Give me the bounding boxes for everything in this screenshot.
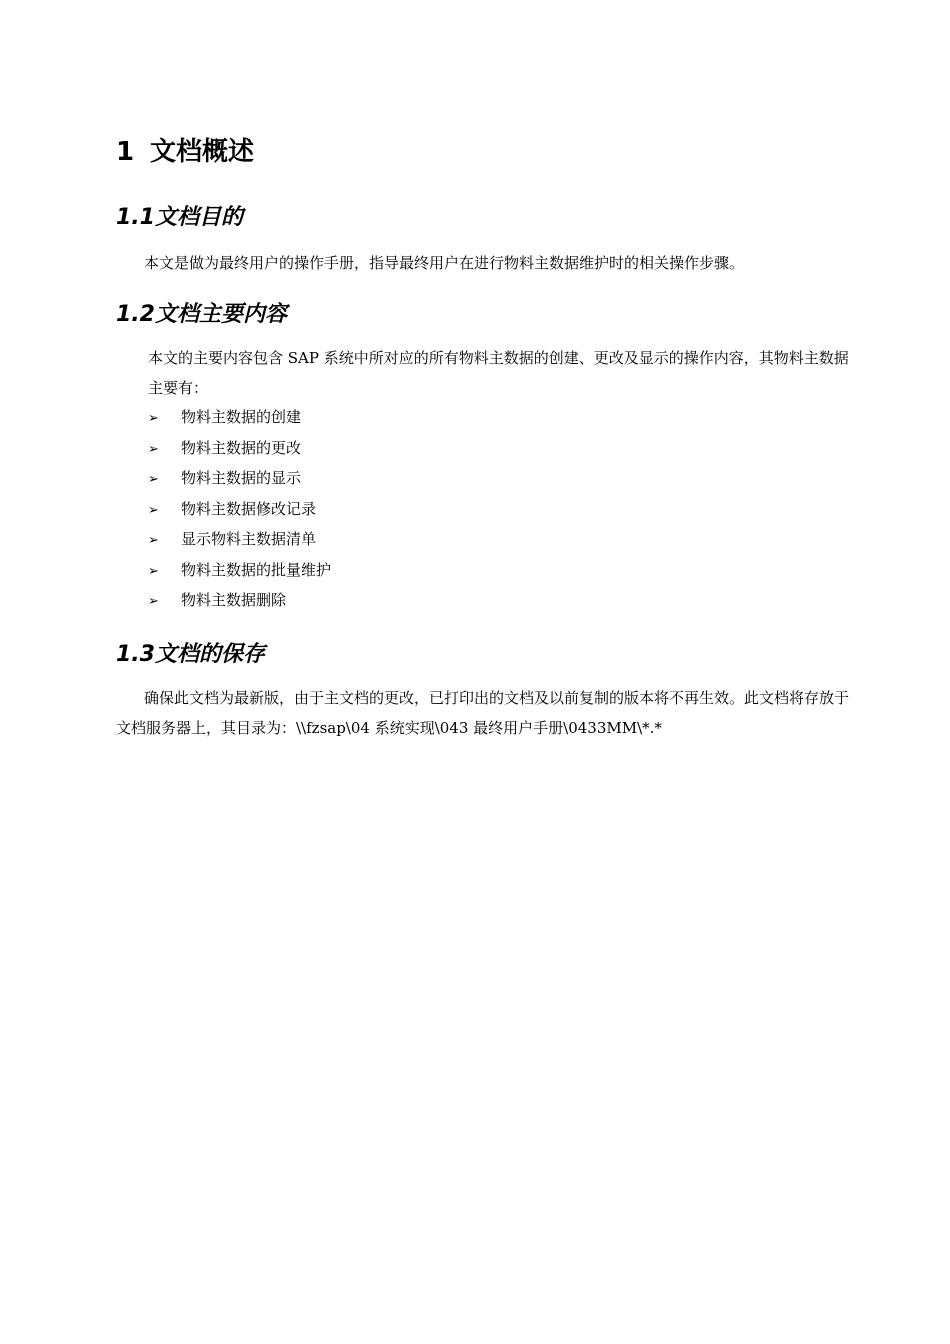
section-1-title: 文档概述 [150,137,255,167]
arrow-bullet-icon: ➢ [148,441,159,457]
section-1-3-heading: 1.3文档的保存 [116,642,265,667]
section-1-2-paragraph: 本文的主要内容包含 SAP 系统中所对应的所有物料主数据的创建、更改及显示的操作内容，其物料主数据主要有： [148,349,849,397]
section-1-number: 1 [116,137,135,167]
section-1-2-heading: 1.2文档主要内容 [116,302,287,327]
list-item-text: 物料主数据修改记录 [181,499,317,518]
material-data-list [148,402,331,616]
list-item-text: 物料主数据的更改 [181,438,302,457]
arrow-bullet-icon: ➢ [148,594,159,609]
list-item [148,463,331,494]
list-item [148,585,331,616]
list-item [148,402,331,433]
section-1-heading [116,134,254,170]
list-item [148,494,331,525]
arrow-bullet-icon: ➢ [148,472,159,487]
section-1-3-paragraph: 确保此文档为最新版，由于主文档的更改，已打印出的文档及以前复制的版本将不再生效。此文档将存放于文档服务器上，其目录为：\\fzsap\04 系统实现\043 最终用户手册\0433MM\*.* [116,689,850,737]
arrow-bullet-icon: ➢ [148,411,159,426]
list-item [148,555,331,586]
list-item-text: 物料主数据的批量维护 [181,560,332,579]
arrow-bullet-icon: ➢ [148,533,159,548]
list-item [148,433,331,464]
list-item-text: 物料主数据删除 [181,591,287,609]
arrow-bullet-icon: ➢ [148,563,159,579]
list-item-text: 物料主数据的显示 [181,469,302,487]
list-item-text: 显示物料主数据清单 [181,530,317,548]
section-1-1-paragraph: 本文是做为最终用户的操作手册，指导最终用户在进行物料主数据维护时的相关操作步骤。 [144,254,745,272]
section-1-1-heading: 1.1文档目的 [116,205,243,230]
list-item-text: 物料主数据的创建 [181,408,302,426]
list-item [148,524,331,555]
arrow-bullet-icon: ➢ [148,502,159,518]
